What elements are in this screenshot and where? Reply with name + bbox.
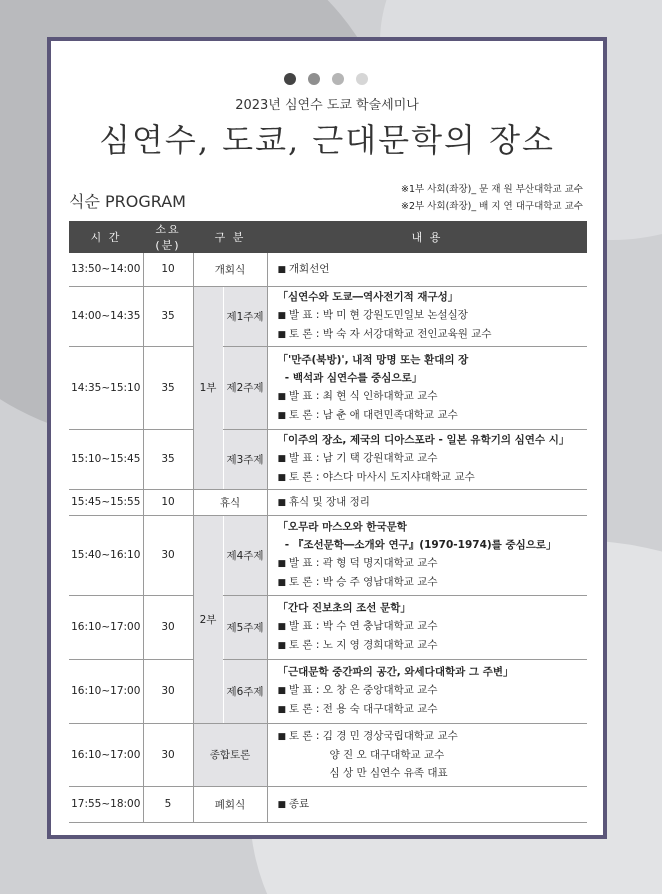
row-section: 폐회식 [193,786,267,822]
row-time: 15:10~15:45 [69,429,143,489]
theme-title: 「이주의 장소, 제국의 디아스포라 - 일본 유학기의 심연수 시」 [277,434,570,446]
content-line: ■ 토 론 : 전 용 숙 대구대학교 교수 [278,700,588,719]
row-minutes: 30 [143,659,193,723]
row-section: 제2주제 [223,346,267,429]
row-section: 제3주제 [223,429,267,489]
table-header [69,221,587,253]
part-label: 1부 [193,286,223,489]
row-time: 16:10~17:00 [69,659,143,723]
theme-title: 「근대문학 중간파의 공간, 와세다대학과 그 주변」 [277,666,514,678]
row-content [267,489,587,515]
content-line: 심 상 만 심연수 유족 대표 [329,767,448,779]
row-minutes: 35 [143,346,193,429]
content-line: ■ 종료 [278,798,310,810]
content-line: ■ 발 표 : 곽 형 덕 명지대학교 교수 [278,554,588,573]
theme-subtitle: - 『조선문학―소개와 연구』(1970-1974)를 중심으로」 [277,539,557,551]
row-minutes: 30 [143,723,193,786]
program-table [69,221,587,823]
row-time: 15:45~15:55 [69,489,143,515]
row-minutes: 5 [143,786,193,822]
content-line: ■ 휴식 및 장내 정리 [278,496,370,508]
row-content [267,515,587,595]
row-content [267,595,587,659]
row-section: 제6주제 [223,659,267,723]
table-row [69,515,587,595]
row-time: 17:55~18:00 [69,786,143,822]
row-minutes: 10 [143,489,193,515]
header-minutes: 소요(분) [143,221,193,253]
row-time: 13:50~14:00 [69,253,143,286]
content-line: ■ 발 표 : 박 미 현 강원도민일보 논설실장 [278,306,588,325]
row-time: 16:10~17:00 [69,723,143,786]
table-row [69,659,587,723]
program-card [47,37,607,839]
content-line: ■ 토 론 : 노 지 영 경희대학교 교수 [278,636,588,655]
row-time: 15:40~16:10 [69,515,143,595]
chair-part2: ※2부 사회(좌장)_ 배 지 연 대구대학교 교수 [401,201,583,212]
content-line: ■ 발 표 : 최 현 식 인하대학교 교수 [278,387,588,406]
row-section: 제5주제 [223,595,267,659]
theme-title: 「오무라 마스오와 한국문학 [277,521,407,533]
program-label: 식순 PROGRAM [69,192,186,211]
table-row [69,346,587,429]
part-label: 2부 [193,515,223,723]
header-content: 내 용 [267,221,587,253]
table-row [69,286,587,346]
row-content [267,786,587,822]
chair-part1: ※1부 사회(좌장)_ 문 재 원 부산대학교 교수 [401,184,583,195]
table-row [69,429,587,489]
row-section: 제1주제 [223,286,267,346]
row-content [267,286,587,346]
table-row [69,723,587,786]
header-time: 시 간 [69,221,143,253]
row-minutes: 10 [143,253,193,286]
row-content [267,723,587,786]
decorative-dots [284,73,368,85]
row-time: 14:00~14:35 [69,286,143,346]
content-line: ■ 발 표 : 남 기 택 강원대학교 교수 [278,449,588,468]
table-row [69,253,587,286]
row-section: 제4주제 [223,515,267,595]
theme-title: 「심연수와 도쿄―역사전기적 재구성」 [277,291,459,303]
content-line: ■ 토 론 : 박 승 주 영남대학교 교수 [278,573,588,592]
row-section: 휴식 [193,489,267,515]
content-line: ■ 토 론 : 야스다 마사시 도지샤대학교 교수 [278,468,588,487]
content-line: ■ 토 론 : 남 춘 애 대련민족대학교 교수 [278,406,588,425]
table-row [69,786,587,822]
row-content [267,346,587,429]
content-line: ■ 발 표 : 오 창 은 중앙대학교 교수 [278,681,588,700]
row-time: 16:10~17:00 [69,595,143,659]
row-minutes: 35 [143,429,193,489]
theme-subtitle: - 백석과 심연수를 중심으로」 [277,371,423,384]
row-content [267,429,587,489]
theme-title: 「'만주(북방)', 내적 망명 또는 환대의 장 [277,353,469,366]
content-line: ■ 개회선언 [278,263,330,275]
content-line: ■ 발 표 : 박 수 연 충남대학교 교수 [278,617,588,636]
row-content [267,253,587,286]
table-row [69,595,587,659]
row-minutes: 35 [143,286,193,346]
row-minutes: 30 [143,595,193,659]
content-line: ■ 토 론 : 박 숙 자 서강대학교 전인교육원 교수 [278,325,588,344]
table-row [69,489,587,515]
seminar-subtitle: 2023년 심연수 도쿄 학술세미나 [235,98,419,113]
theme-title: 「간다 진보초의 조선 문학」 [277,602,411,614]
content-line: ■ 토 론 : 김 경 민 경상국립대학교 교수 [278,727,588,746]
page-title: 심연수, 도쿄, 근대문학의 장소 [99,121,555,159]
row-minutes: 30 [143,515,193,595]
chairs-list [401,181,583,215]
header-section: 구 분 [193,221,267,253]
row-section: 종합토론 [193,723,267,786]
row-section: 개회식 [193,253,267,286]
row-time: 14:35~15:10 [69,346,143,429]
row-content [267,659,587,723]
content-line: 양 진 오 대구대학교 교수 [329,749,445,761]
